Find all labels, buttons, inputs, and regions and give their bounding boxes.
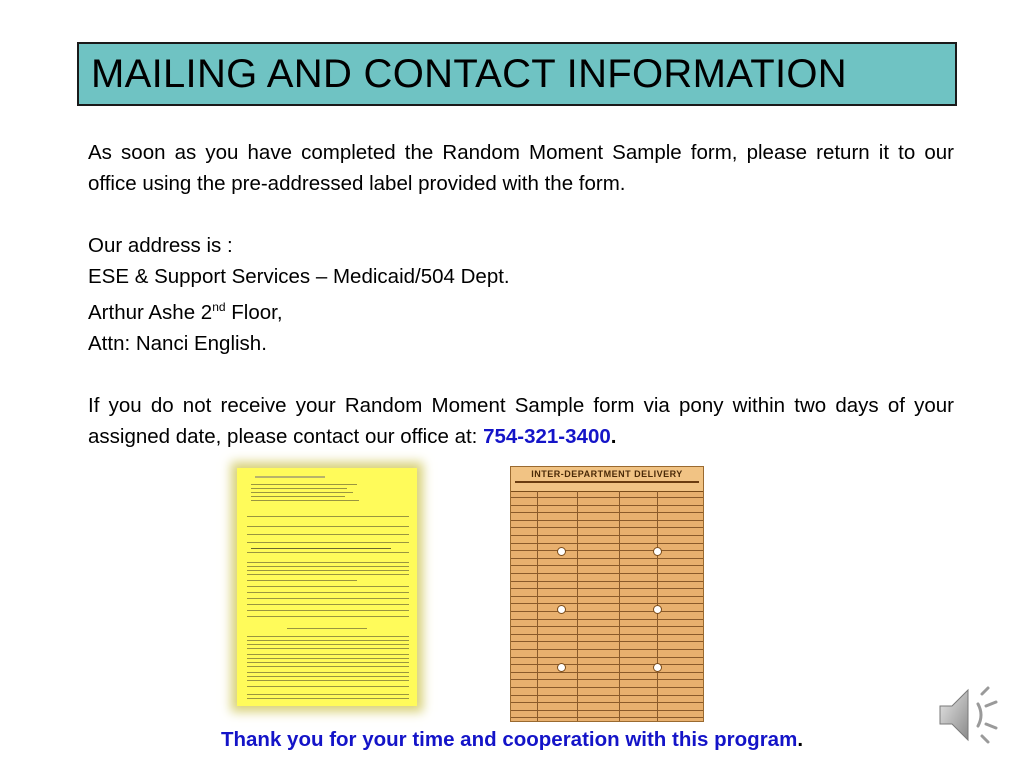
envelope-row-line: [511, 527, 703, 528]
slide-title-box: [77, 42, 957, 106]
envelope-row-line: [511, 588, 703, 589]
envelope-row-line: [511, 520, 703, 521]
address-line-2-sup: nd: [212, 300, 226, 314]
thank-you-text: Thank you for your time and cooperation with this program: [220, 728, 798, 751]
envelope-row-line: [511, 497, 703, 498]
envelope-hole: [557, 547, 566, 556]
envelope-row-line: [511, 505, 703, 506]
thank-you-message: [0, 728, 1024, 752]
slide-title: MAILING AND CONTACT INFORMATION: [91, 52, 847, 96]
envelope-header: [511, 467, 703, 492]
contact-instructions-text: If you do not receive your Random Moment Sample form via pony within two days of your assigned date, please contact our office at:: [88, 393, 954, 448]
slide-body: [88, 137, 954, 452]
inter-department-delivery-envelope-image: [510, 466, 704, 722]
thank-you-suffix: .: [797, 728, 804, 751]
envelope-row-line: [511, 619, 703, 620]
envelope-row-line: [511, 664, 703, 665]
envelope-hole: [653, 547, 662, 556]
address-line-2: [88, 292, 954, 328]
envelope-row-line: [511, 649, 703, 650]
envelope-row-line: [511, 603, 703, 604]
envelope-row-line: [511, 717, 703, 718]
envelope-row-line: [511, 672, 703, 673]
envelope-row-line: [511, 641, 703, 642]
envelope-row-line: [511, 550, 703, 551]
envelope-row-line: [511, 558, 703, 559]
envelope-row-line: [511, 695, 703, 696]
address-line-2-prefix: Arthur Ashe 2: [88, 300, 213, 324]
envelope-row-line: [511, 535, 703, 536]
phone-suffix: .: [610, 424, 617, 448]
envelope-row-line: [511, 634, 703, 635]
address-line-3: Attn: Nanci English.: [88, 331, 267, 355]
envelope-row-line: [511, 611, 703, 612]
speaker-icon[interactable]: [936, 684, 1002, 746]
envelope-row-line: [511, 626, 703, 627]
envelope-hole: [557, 663, 566, 672]
envelope-hole: [557, 605, 566, 614]
envelope-row-line: [511, 657, 703, 658]
envelope-row-line: [511, 512, 703, 513]
envelope-hole: [653, 605, 662, 614]
envelope-hole: [653, 663, 662, 672]
envelope-row-line: [511, 573, 703, 574]
random-moment-sample-form-image: [237, 468, 417, 706]
phone-number: 754-321-3400: [483, 424, 611, 448]
envelope-row-line: [511, 710, 703, 711]
address-intro: Our address is :: [88, 234, 233, 257]
contact-instructions: [88, 390, 954, 452]
address-line-1: ESE & Support Services – Medicaid/504 Dept.: [88, 265, 510, 288]
address-line-2-suffix: Floor,: [225, 300, 283, 324]
envelope-row-line: [511, 543, 703, 544]
envelope-row-line: [511, 702, 703, 703]
return-instructions: As soon as you have completed the Random Moment Sample form, please return it to our office using the pre-addressed label provided with the form.: [88, 141, 954, 195]
envelope-row-line: [511, 687, 703, 688]
envelope-row-line: [511, 565, 703, 566]
envelope-title: INTER-DEPARTMENT DELIVERY: [531, 469, 683, 479]
envelope-row-line: [511, 596, 703, 597]
envelope-row-line: [511, 679, 703, 680]
envelope-row-line: [511, 581, 703, 582]
